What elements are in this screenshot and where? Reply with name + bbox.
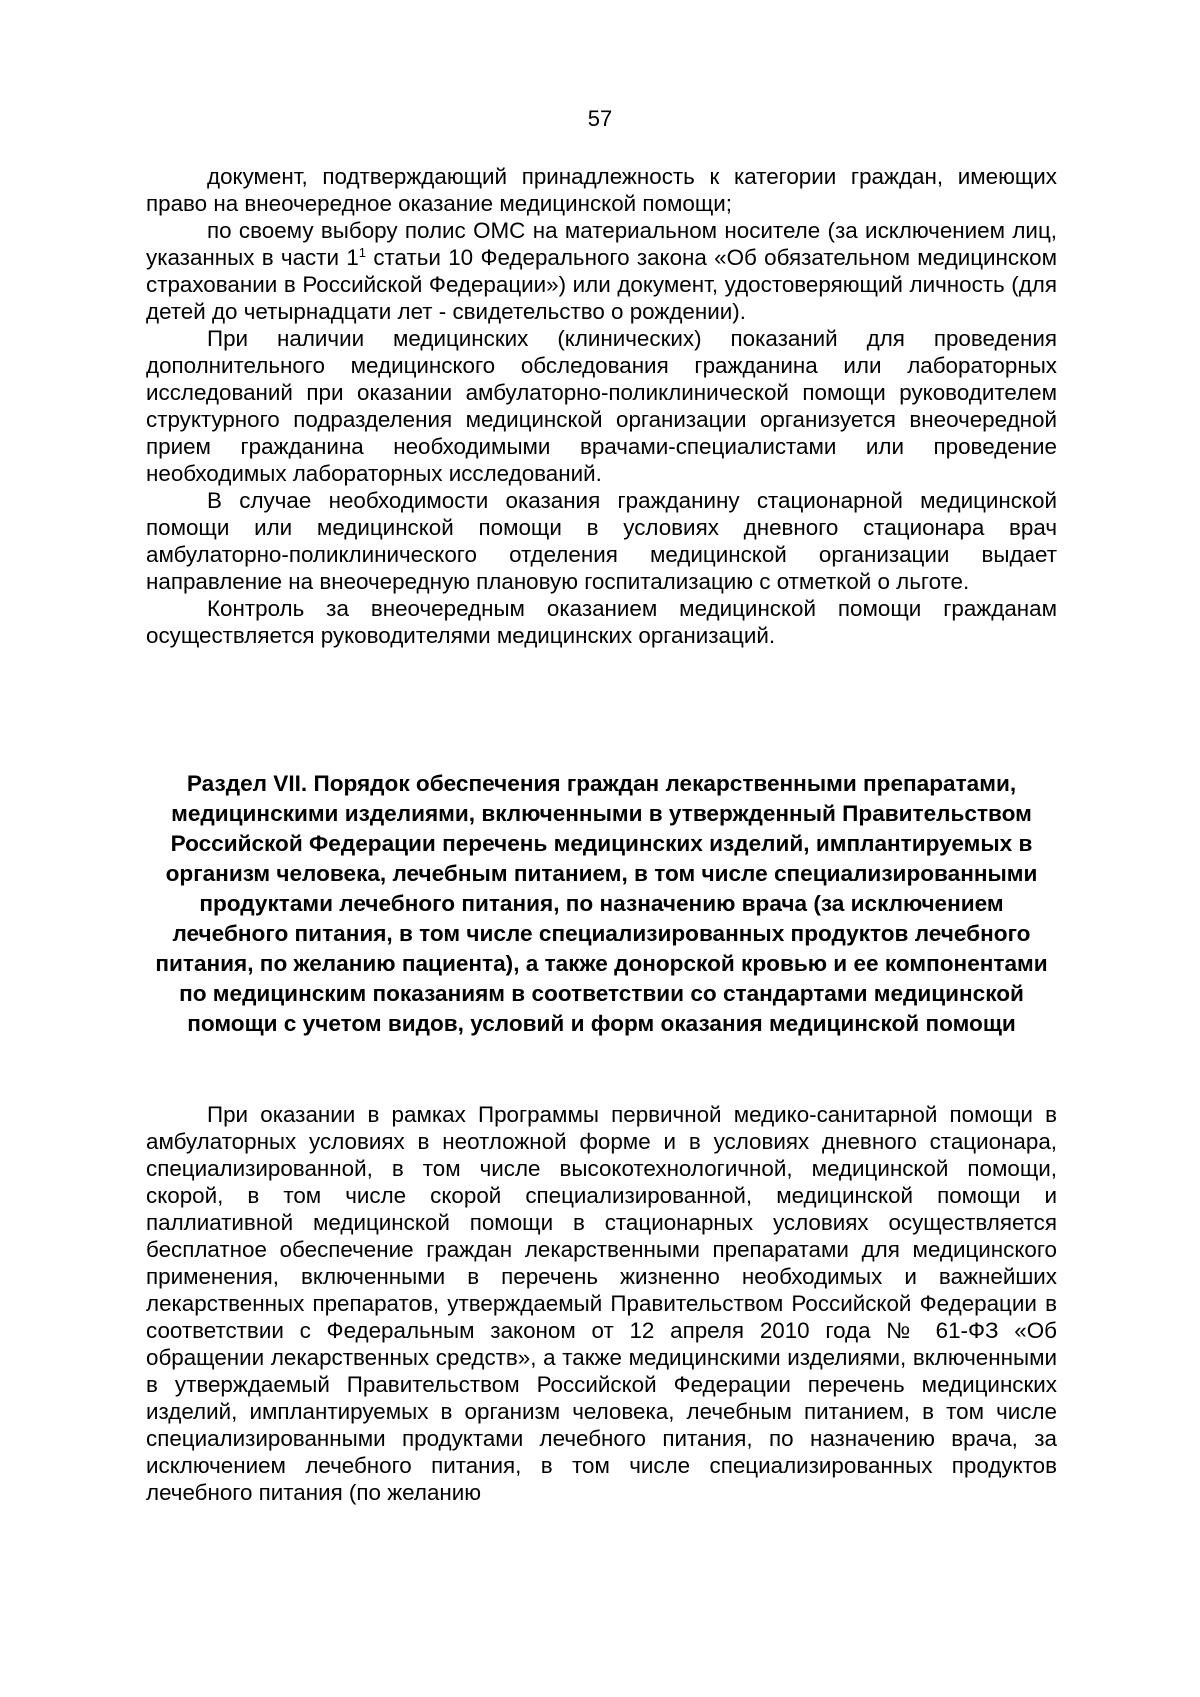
paragraph-hospitalization: В случае необходимости оказания гражданину стационарной медицинской помощи или медицинской помощи в условиях дневного стационара врач амбулаторно-поликлинического отделения медицинской организации выдает направление на внеочередную плановую госпитализацию с отметкой о льготе. bbox=[146, 488, 1057, 594]
body-text-before-heading bbox=[146, 163, 1057, 649]
paragraph-oms-policy-text-2: статьи 10 Федерального закона «Об обязательном медицинском страховании в Российской Федерации») или документ, удостоверяющий личность (для детей до четырнадцати лет - свидетельство о рождении). bbox=[146, 245, 1057, 324]
paragraph-oms-policy bbox=[146, 217, 1057, 325]
paragraph-document-category: документ, подтверждающий принадлежность к категории граждан, имеющих право на внеочередное оказание медицинской помощи; bbox=[146, 164, 1057, 216]
body-text-after-heading bbox=[146, 1101, 1057, 1506]
superscript-footnote: 1 bbox=[358, 245, 367, 260]
paragraph-oms-policy-text-1: по своему выбору полис ОМС на материальном носителе (за исключением лиц, указанных в части 1 bbox=[146, 218, 1057, 270]
page-number: 57 bbox=[587, 106, 613, 131]
section-heading: Раздел VII. Порядок обеспечения граждан лекарственными препаратами, медицинскими изделиями, включенными в утвержденный Правительством Российской Федерации перечень медицинских изделий, имплантируемых в организм человека, лечебным питанием, в том числе специализированными продуктами лечебного питания, по назначению врача (за исключением лечебного питания, в том числе специализированных продуктов лечебного питания, по желанию пациента), а также донорской кровью и ее компонентами по медицинским показаниям в соответствии со стандартами медицинской помощи с учетом видов, условий и форм оказания медицинской помощи bbox=[155, 771, 1048, 1036]
paragraph-clinical-indications: При наличии медицинских (клинических) показаний для проведения дополнительного медицинского обследования гражданина или лабораторных исследований при оказании амбулаторно-поликлинической помощи руководителем структурного подразделения медицинской организации организуется внеочередной прием гражданина необходимыми врачами-специалистами или проведение необходимых лабораторных исследований. bbox=[146, 326, 1057, 486]
paragraph-free-provision: При оказании в рамках Программы первичной медико-санитарной помощи в амбулаторных условиях в неотложной форме и в условиях дневного стационара, специализированной, в том числе высокотехнологичной, медицинской помощи, скорой, в том числе скорой специализированной, медицинской помощи и паллиативной медицинской помощи в стационарных условиях осуществляется бесплатное обеспечение граждан лекарственными препаратами для медицинского применения, включенными в перечень жизненно необходимых и важнейших лекарственных препаратов, утверждаемый Правительством Российской Федерации в соответствии с Федеральным законом от 12 апреля 2010 года № 61-ФЗ «Об обращении лекарственных средств», а также медицинскими изделиями, включенными в утверждаемый Правительством Российской Федерации перечень медицинских изделий, имплантируемых в организм человека, лечебным питанием, в том числе специализированными продуктами лечебного питания, по назначению врача, за исключением лечебного питания, в том числе специализированных продуктов лечебного питания (по желанию bbox=[146, 1102, 1057, 1505]
paragraph-control: Контроль за внеочередным оказанием медицинской помощи гражданам осуществляется руководителями медицинских организаций. bbox=[146, 596, 1057, 648]
